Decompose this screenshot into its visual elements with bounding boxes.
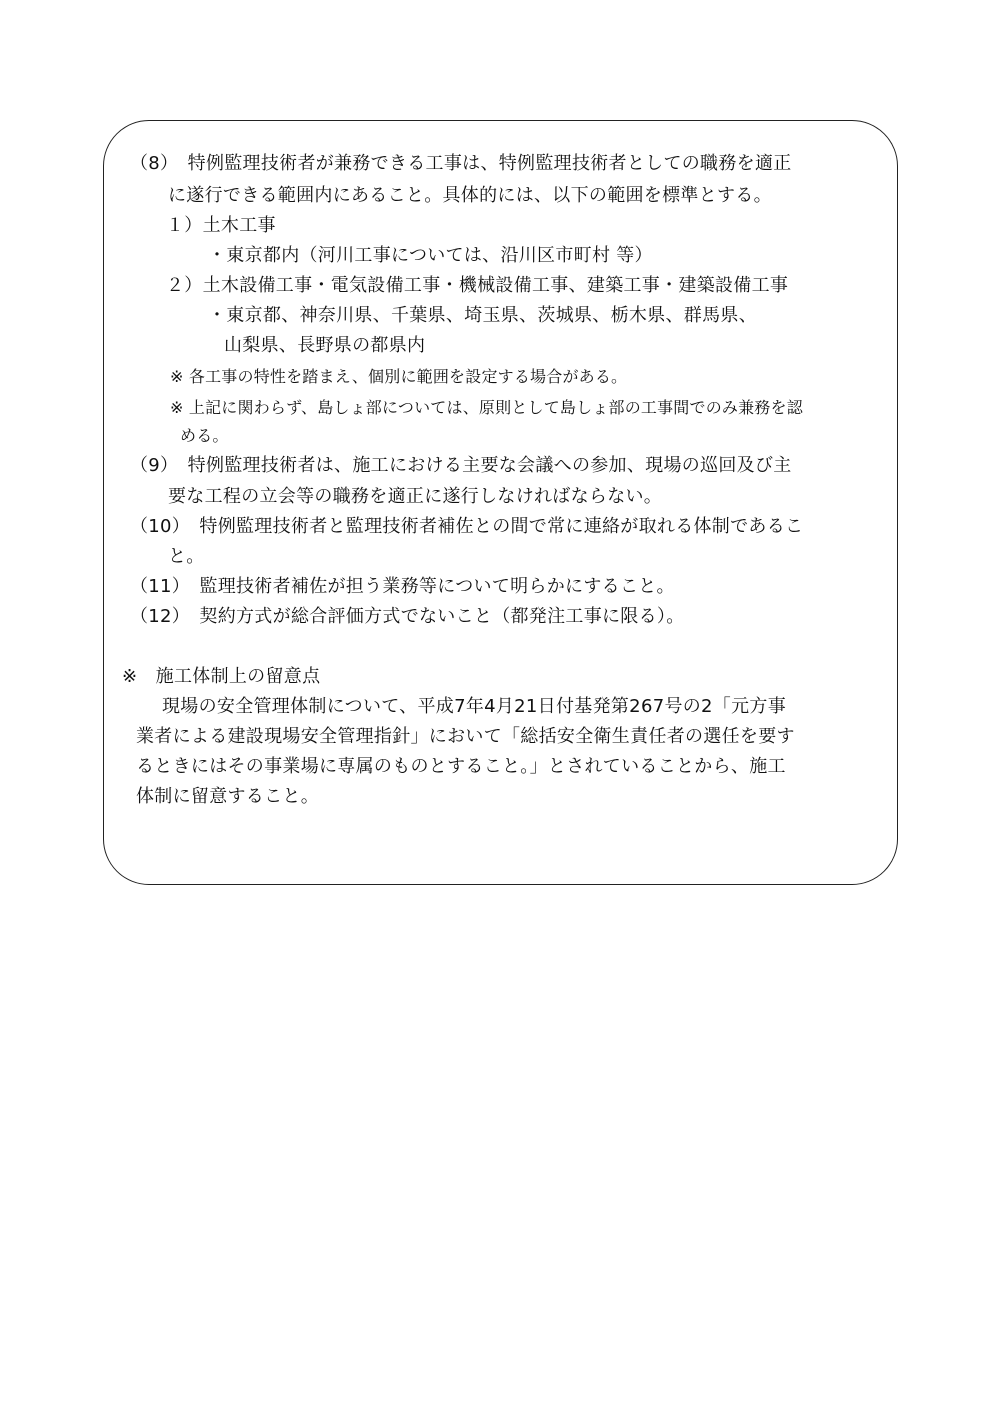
item-10-line-2: と。	[168, 546, 205, 567]
sub-item-1-bullet: ・東京都内（河川工事については、沿川区市町村 等）	[208, 245, 653, 266]
item-9-line-1: （9） 特例監理技術者は、施工における主要な会議への参加、現場の巡回及び主	[130, 455, 792, 476]
note-2-line-2: める。	[180, 426, 229, 445]
item-8-line-1: （8） 特例監理技術者が兼務できる工事は、特例監理技術者としての職務を適正	[130, 153, 792, 174]
caution-paragraph-line-3: るときにはその事業場に専属のものとすること。」とされていることから、施工	[136, 756, 786, 777]
caution-paragraph-line-4: 体制に留意すること。	[136, 786, 319, 807]
note-2-line-1: ※ 上記に関わらず、島しょ部については、原則として島しょ部の工事間でのみ兼務を認	[170, 398, 803, 417]
item-10-line-1: （10） 特例監理技術者と監理技術者補佐との間で常に連絡が取れる体制であるこ	[130, 516, 804, 537]
note-1: ※ 各工事の特性を踏まえ、個別に範囲を設定する場合がある。	[170, 367, 628, 386]
caution-paragraph-line-2: 業者による建設現場安全管理指針」において「総括安全衛生責任者の選任を要す	[136, 726, 795, 747]
item-9-line-2: 要な工程の立会等の職務を適正に遂行しなければならない。	[168, 486, 663, 507]
item-11: （11） 監理技術者補佐が担う業務等について明らかにすること。	[130, 576, 675, 597]
caution-heading: ※ 施工体制上の留意点	[122, 666, 321, 687]
sub-item-1-heading: １）土木工事	[166, 215, 276, 236]
caution-paragraph-line-1: 現場の安全管理体制について、平成7年4月21日付基発第267号の2「元方事	[162, 696, 786, 717]
item-8-line-2: に遂行できる範囲内にあること。具体的には、以下の範囲を標準とする。	[168, 185, 772, 206]
sub-item-2-heading: ２）土木設備工事・電気設備工事・機械設備工事、建築工事・建築設備工事	[166, 275, 789, 296]
sub-item-2-bullet-line-1: ・東京都、神奈川県、千葉県、埼玉県、茨城県、栃木県、群馬県、	[208, 305, 757, 326]
sub-item-2-bullet-line-2: 山梨県、長野県の都県内	[224, 335, 426, 356]
item-12: （12） 契約方式が総合評価方式でないこと（都発注工事に限る）。	[130, 606, 685, 627]
